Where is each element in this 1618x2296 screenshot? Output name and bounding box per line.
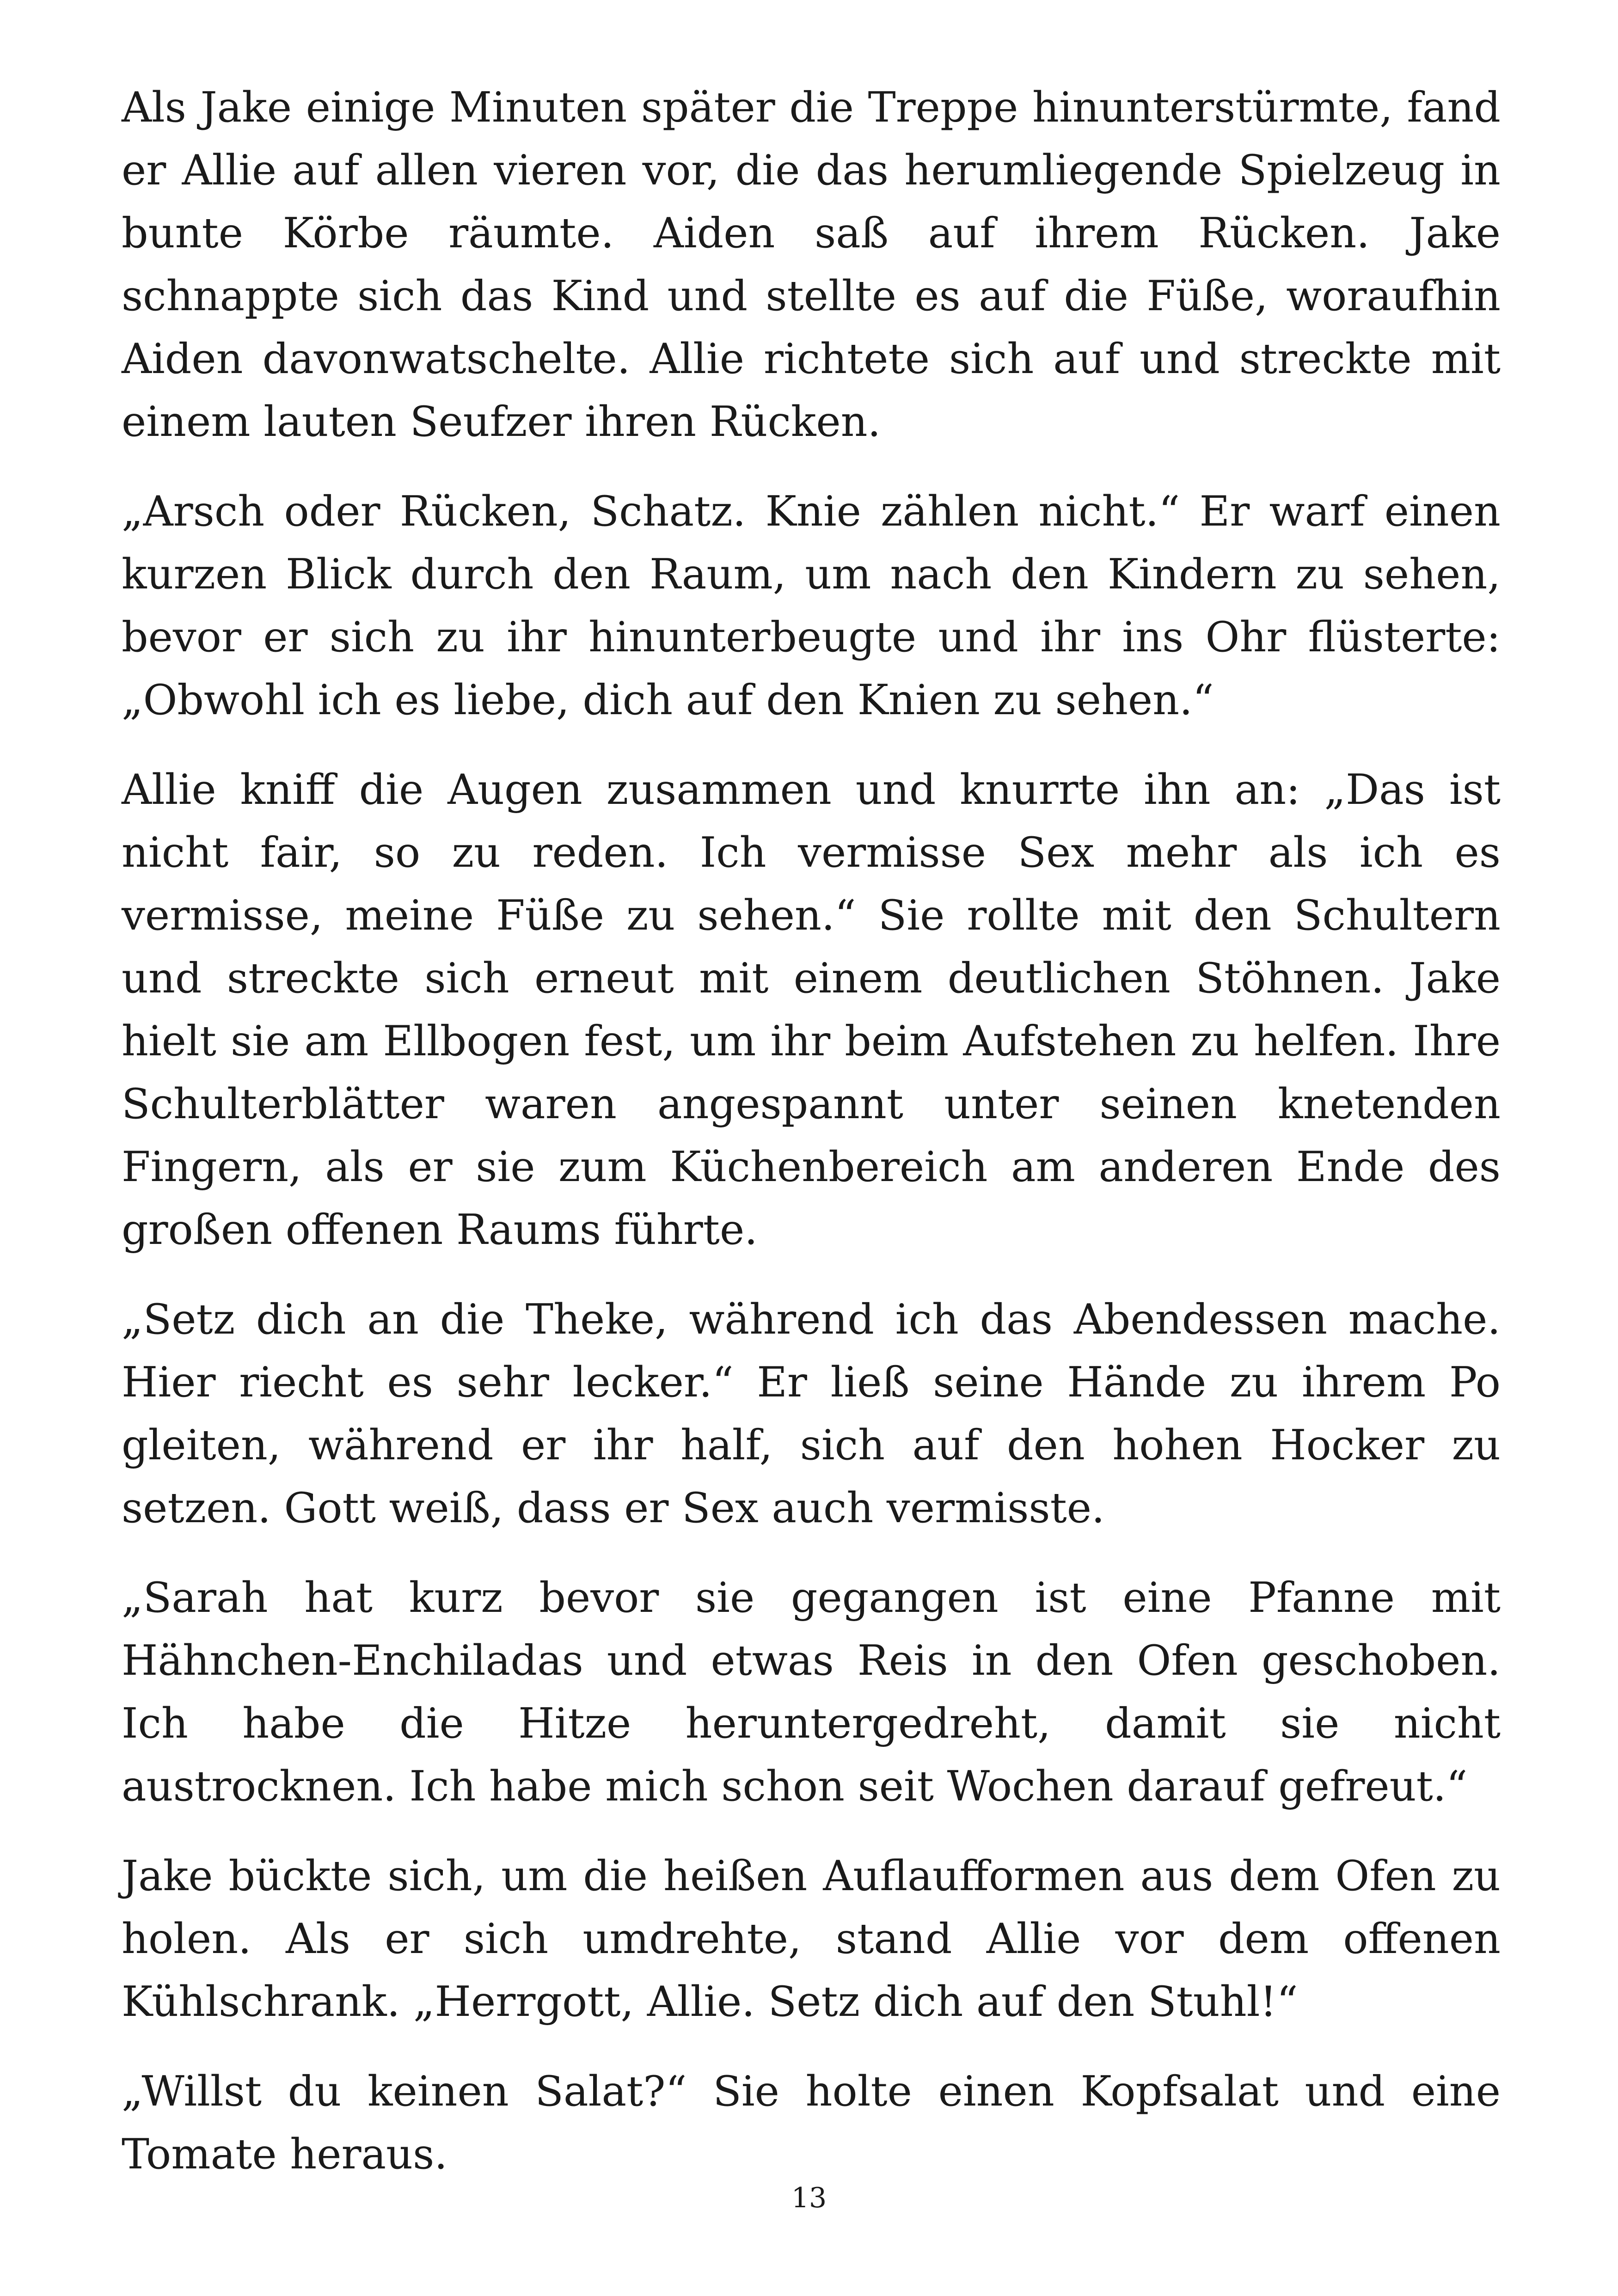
paragraph-3: Allie kniff die Augen zusammen und knurrte ihn an: „Das ist nicht fair, so zu reden. Ich vermisse Sex mehr als ich es vermisse, meine Füße zu sehen.“ Sie rollte mit den Schultern und streckte sich erneut mit einem deutlichen Stöhnen. Jake hielt sie am Ellbogen fest, um ihr beim Aufstehen zu helfen. Ihre Schulterblätter waren angespannt unter seinen knetenden Fingern, als er sie zum Küchenbereich am anderen Ende des großen offenen Raums führte.	[122, 765, 1501, 1254]
paragraph-7: „Willst du keinen Salat?“ Sie holte einen Kopfsalat und eine Tomate heraus.	[122, 2067, 1501, 2179]
paragraph-4: „Setz dich an die Theke, während ich das Abendessen mache. Hier riecht es sehr lecker.“ Er ließ seine Hände zu ihrem Po gleiten, während er ihr half, sich auf den hohen Hocker zu setzen. Gott weiß, dass er Sex auch vermisste.	[122, 1295, 1501, 1532]
paragraph-2: „Arsch oder Rücken, Schatz. Knie zählen nicht.“ Er warf einen kurzen Blick durch den Raum, um nach den Kindern zu sehen, bevor er sich zu ihr hinunterbeugte und ihr ins Ohr flüsterte: „Obwohl ich es liebe, dich auf den Knien zu sehen.“	[122, 487, 1501, 724]
body-text	[122, 76, 1501, 2213]
page-number: 13	[791, 2182, 827, 2214]
paragraph-5: „Sarah hat kurz bevor sie gegangen ist eine Pfanne mit Hähnchen-Enchiladas und etwas Reis in den Ofen geschoben. Ich habe die Hitze heruntergedreht, damit sie nicht austrocknen. Ich habe mich schon seit Wochen darauf gefreut.“	[122, 1574, 1501, 1811]
paragraph-6: Jake bückte sich, um die heißen Auflaufformen aus dem Ofen zu holen. Als er sich umdrehte, stand Allie vor dem offenen Kühlschrank. „Herrgott, Allie. Setz dich auf den Stuhl!“	[122, 1852, 1501, 2026]
paragraph-1: Als Jake einige Minuten später die Treppe hinunterstürmte, fand er Allie auf allen vieren vor, die das herumliegende Spielzeug in bunte Körbe räumte. Aiden saß auf ihrem Rücken. Jake schnappte sich das Kind und stellte es auf die Füße, woraufhin Aiden davonwatschelte. Allie richtete sich auf und streckte mit einem lauten Seufzer ihren Rücken.	[122, 83, 1501, 446]
